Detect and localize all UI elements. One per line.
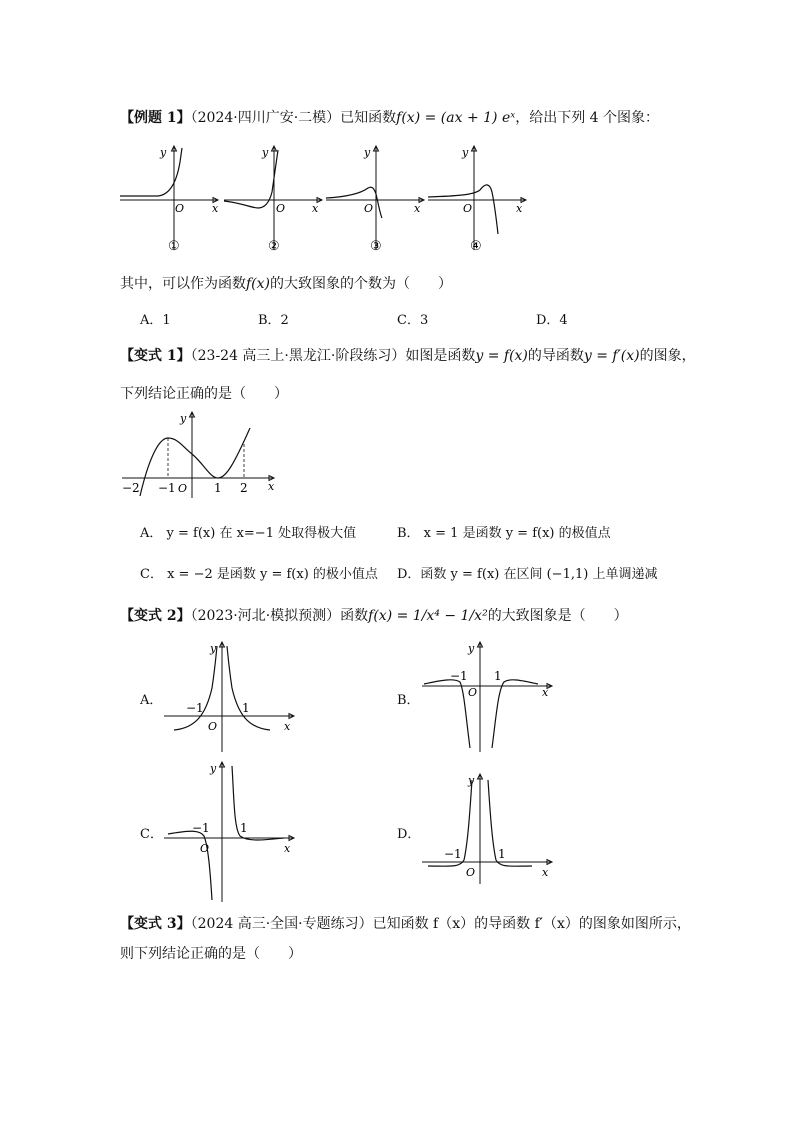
axis-y-label: y — [180, 412, 187, 425]
axis-x-label: x — [212, 202, 219, 215]
curve-graph-1 — [120, 148, 182, 196]
variant1-tag: 【变式 1】 — [120, 348, 191, 364]
variant2-stem-b: 的大致图象是（ ） — [487, 608, 628, 624]
derivative-curve — [140, 428, 250, 496]
curve-right — [492, 680, 538, 748]
graph-label-2: ② — [268, 239, 280, 254]
axis-y-label: y — [262, 146, 269, 159]
variant3-line2: 则下列结论正确的是（ ） — [120, 946, 302, 962]
axis-y-label: y — [468, 642, 475, 655]
graph-label-4: ④ — [470, 239, 482, 254]
origin-label: O — [364, 202, 374, 215]
axis-y-label: y — [468, 774, 475, 787]
example1-graph-3 — [324, 142, 430, 254]
variant2-option-d-label: D． — [397, 827, 421, 842]
example1-option-b: B．2 — [258, 313, 289, 328]
tick-label-1: 1 — [214, 481, 222, 495]
example1-tag: 【例题 1】 — [120, 110, 191, 126]
example1-stem-a: 已知函数 — [340, 110, 397, 126]
axis-y-label: y — [210, 642, 217, 655]
variant2-option-c-label: C． — [140, 827, 163, 842]
curve-graph-3 — [326, 187, 382, 218]
graph-label-1: ① — [168, 239, 180, 254]
axis-y-label: y — [462, 146, 469, 159]
example1-question — [120, 274, 452, 294]
curve-left — [168, 831, 212, 900]
tick-label-minus-2: −2 — [122, 481, 140, 495]
variant2-tag: 【变式 2】 — [120, 608, 191, 624]
tick-label-minus-1: −1 — [186, 701, 204, 715]
variant2-option-b-graph — [418, 638, 558, 754]
axis-y-label: y — [364, 146, 371, 159]
variant2-stem-a: 函数 — [340, 608, 369, 624]
tick-label-1: 1 — [240, 821, 248, 835]
curve-right — [227, 646, 270, 730]
variant1-option-a: A． y = f(x) 在 x=−1 处取得极大值 — [140, 526, 357, 541]
variant2-option-c-graph — [160, 758, 300, 904]
example1-option-c: C．3 — [397, 313, 429, 328]
example1-option-d: D．4 — [536, 313, 568, 328]
variant1-derivative-graph — [118, 408, 282, 500]
variant1-option-b: B． x = 1 是函数 y = f(x) 的极值点 — [397, 526, 611, 541]
variant1-stem-a: 如图是函数 — [405, 348, 476, 364]
variant1-option-c: C． x = −2 是函数 y = f(x) 的极小值点 — [140, 567, 378, 582]
curve-graph-2 — [224, 150, 278, 208]
example1-question-a: 其中，可以作为函数 — [120, 276, 246, 292]
axis-x-label: x — [284, 720, 291, 733]
tick-label-1: 1 — [494, 669, 502, 683]
graph-label-3: ③ — [370, 239, 382, 254]
example1-function: f(x) = (ax + 1) eˣ — [396, 110, 516, 126]
axis-x-label: x — [516, 202, 523, 215]
variant1-option-d: D．函数 y = f(x) 在区间 (−1,1) 上单调递减 — [397, 567, 658, 582]
axis-y-label: y — [160, 146, 167, 159]
variant3-tag: 【变式 3】 — [120, 916, 191, 932]
variant2-option-a-label: A． — [140, 693, 163, 708]
example1-graph-1 — [118, 142, 224, 254]
example1-option-a: A．1 — [140, 313, 171, 328]
origin-label: O — [466, 866, 476, 879]
origin-label: O — [175, 202, 185, 215]
tick-label-1: 1 — [242, 701, 250, 715]
tick-label-1: 1 — [498, 847, 506, 861]
origin-label: O — [463, 202, 473, 215]
variant1-end: 的图象， — [639, 348, 696, 364]
variant2-option-b-label: B． — [397, 693, 420, 708]
variant1-func2: y = f′(x) — [583, 348, 640, 364]
origin-label: O — [200, 842, 210, 855]
variant2-function: f(x) = 1/x⁴ − 1/x² — [368, 608, 488, 624]
variant1-mid: 的导函数 — [527, 348, 584, 364]
variant3-source: （2024 高三·全国·专题练习） — [190, 916, 373, 932]
example1-graph-2 — [222, 142, 328, 254]
tick-label-minus-1: −1 — [192, 821, 210, 835]
variant2-stem — [120, 606, 628, 626]
variant2-option-a-graph — [160, 638, 300, 754]
axis-x-label: x — [542, 866, 549, 879]
variant3-stem-a: 已知函数 f（x）的导函数 f′（x）的图象如图所示， — [372, 916, 691, 932]
example1-graph-4 — [426, 142, 532, 254]
origin-label: O — [208, 720, 218, 733]
example1-question-func: f(x) — [246, 276, 271, 292]
axis-x-label: x — [312, 202, 319, 215]
variant1-source: （23-24 高三上·黑龙江·阶段练习） — [190, 348, 406, 364]
tick-label-minus-1: −1 — [158, 481, 176, 495]
example1-stem — [120, 108, 659, 128]
variant2-source: （2023·河北·模拟预测） — [190, 608, 341, 624]
tick-label-minus-1: −1 — [450, 669, 468, 683]
origin-label: O — [276, 202, 286, 215]
axis-x-label: x — [414, 202, 421, 215]
example1-stem-b: ，给出下列 4 个图象： — [515, 110, 660, 126]
axis-x-label: x — [284, 842, 291, 855]
curve-left — [424, 680, 470, 748]
axis-x-label: x — [542, 686, 549, 699]
variant1-stem — [120, 346, 696, 366]
example1-question-b: 的大致图象的个数为（ ） — [270, 276, 453, 292]
curve-left — [174, 646, 217, 730]
axis-y-label: y — [210, 762, 217, 775]
variant1-line2: 下列结论正确的是（ ） — [120, 386, 288, 402]
origin-label: O — [468, 686, 478, 699]
tick-label-minus-1: −1 — [444, 847, 462, 861]
variant2-option-d-graph — [418, 770, 558, 886]
axis-x-label: x — [268, 480, 275, 493]
curve-right — [488, 780, 532, 866]
variant3-stem — [120, 914, 691, 934]
variant1-func1: y = f(x) — [475, 348, 528, 364]
origin-label: O — [178, 482, 188, 495]
tick-label-2: 2 — [240, 481, 248, 495]
example1-source: （2024·四川广安·二模） — [190, 110, 341, 126]
